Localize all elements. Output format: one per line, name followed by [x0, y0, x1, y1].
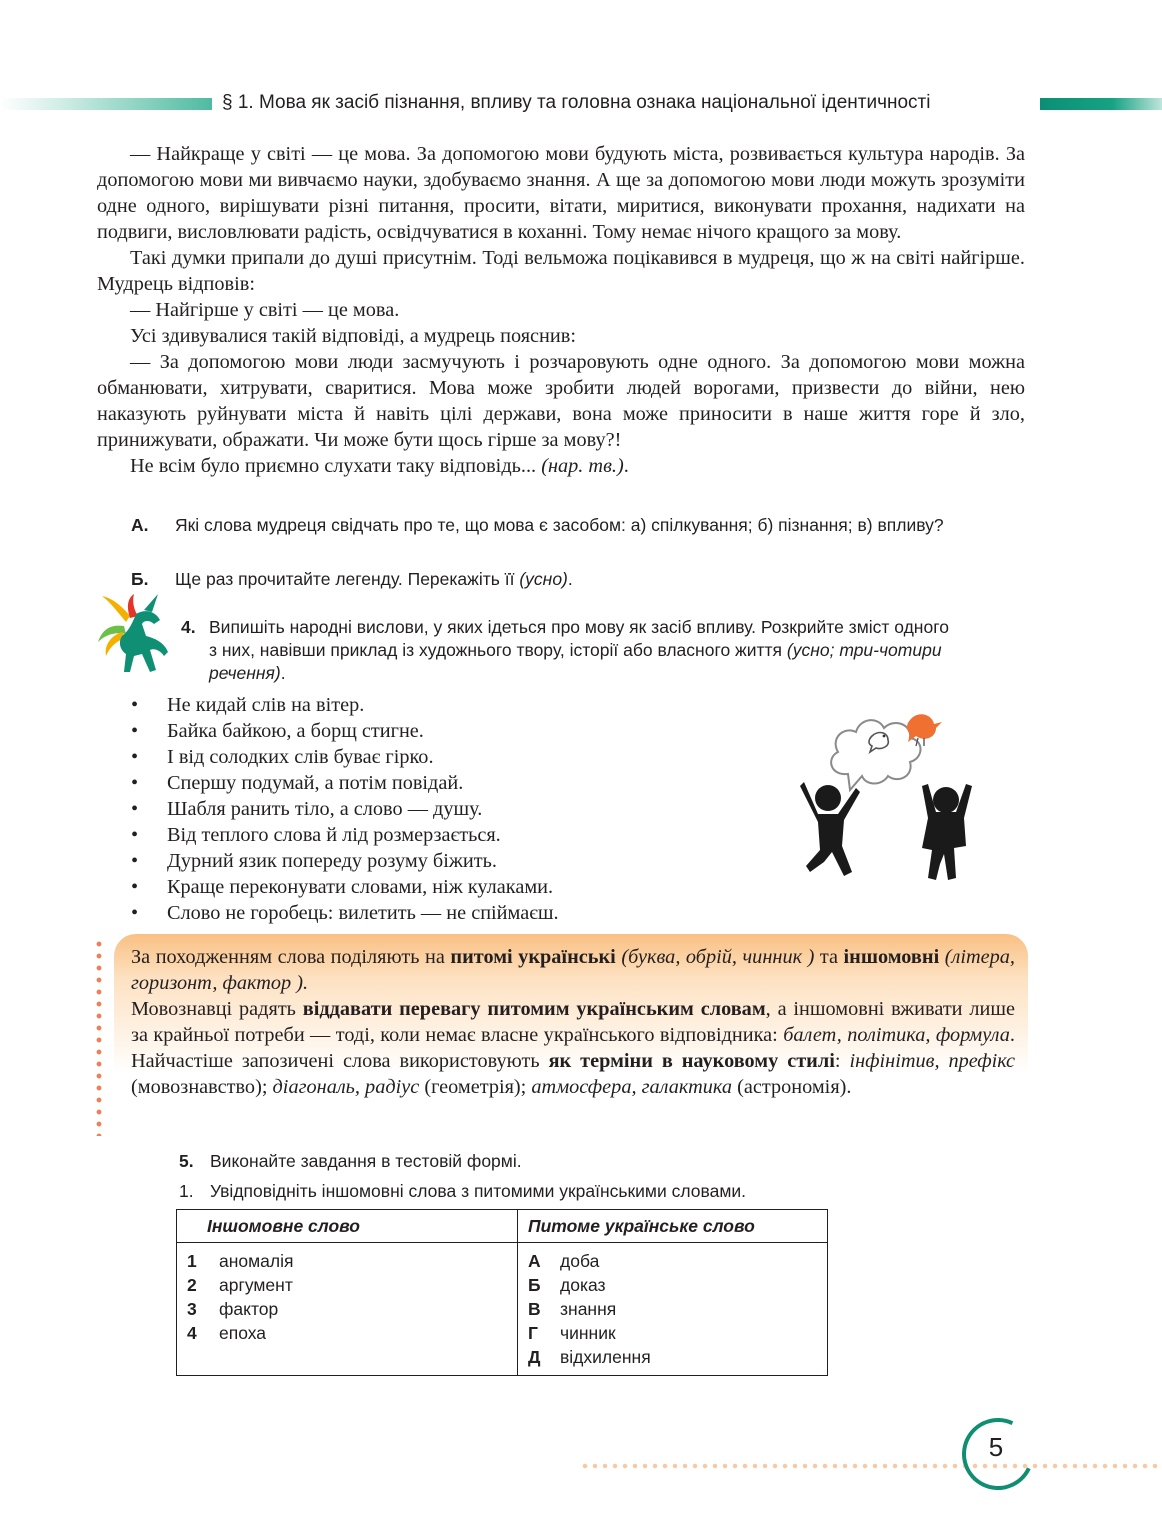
item-number: 4	[187, 1323, 197, 1343]
table-row	[187, 1321, 507, 1345]
task-b-italic: (усно)	[519, 569, 568, 589]
table-row	[528, 1273, 817, 1297]
matching-table	[176, 1209, 828, 1376]
note-example: інфінітив, префікс	[849, 1050, 1015, 1072]
table-row	[528, 1345, 817, 1369]
task-5-text: Виконайте завдання в тестовій формі.	[210, 1151, 522, 1171]
note-paragraph	[131, 944, 1015, 996]
task-a-label: А.	[131, 515, 149, 535]
list-item: • Дурний язик попереду розуму біжить.	[131, 848, 559, 874]
punctuation: .	[567, 569, 573, 589]
task-a-text: Які слова мудреця свідчать про те, що мова є засобом: а) спілкування; б) пізнання; в) впливу?	[175, 515, 944, 535]
table-row	[528, 1249, 817, 1273]
legend-paragraph: — За допомогою мови люди засмучують і розчаровують одне одного. За допомогою мови можна обманювати, хитрувати, сваритися. Мова може зробити людей ворогами, призвести до війни, нею наказують руйнувати міста й навіть цілі держави, вона може приносити в наше життя горе й зло, принижувати, ображати. Чи може бути щось гірше за мову?!	[97, 351, 1025, 451]
task-4-main: Випишіть народні вислови, у яких ідеться про мову як засіб впливу. Розкрийте зміст одного з них, навівши приклад із художнього твору, історії або власного життя	[209, 617, 949, 660]
header-bar-right	[1040, 98, 1162, 110]
unicorn-icon	[96, 592, 176, 678]
note-text: та	[819, 946, 839, 968]
item-number: 1	[187, 1251, 197, 1271]
list-item: • Краще переконувати словами, ніж кулаками.	[131, 874, 559, 900]
item-letter: Г	[528, 1323, 538, 1343]
task-4-text	[209, 616, 961, 685]
task-5-sub-text: Увідповідніть іншомовні слова з питомими українськими словами.	[210, 1181, 746, 1201]
legend-paragraph: Усі здивувалися такій відповіді, а мудрець пояснив:	[130, 325, 576, 347]
item-number: 3	[187, 1299, 197, 1319]
table-row	[187, 1273, 507, 1297]
legend-paragraph: Такі думки припали до душі присутнім. Тоді вельможа поцікавився в мудреця, що ж на світі найгірше. Мудрець відповів:	[97, 247, 1025, 295]
punctuation: .	[623, 455, 629, 477]
note-paragraph	[131, 996, 1015, 1100]
note-term: іншомовні	[843, 946, 940, 968]
legend-text	[97, 141, 1025, 479]
task-5-sub-label: 1.	[179, 1181, 194, 1201]
item-letter: Д	[528, 1347, 541, 1367]
list-item: • Шабля ранить тіло, а слово — душу.	[131, 796, 559, 822]
item-letter: Б	[528, 1275, 541, 1295]
proverbs-list	[131, 692, 559, 926]
item-word: відхилення	[560, 1347, 651, 1367]
note-text: :	[834, 1050, 841, 1072]
note-text: , а іншомовні вживати лише за крайньої потреби — тоді, коли немає власне українського відповідника:	[131, 998, 1015, 1046]
table-row	[187, 1297, 507, 1321]
list-item: • Не кидай слів на вітер.	[131, 692, 559, 718]
note-text: За походженням слова поділяють на	[131, 946, 445, 968]
task-4-label: 4.	[181, 617, 196, 637]
task-5-label: 5.	[179, 1151, 194, 1171]
note-text: . Найчастіше запозичені слова використовують	[131, 1024, 1015, 1072]
item-word: доба	[560, 1251, 600, 1271]
people-talking-illustration	[790, 686, 980, 896]
item-number: 2	[187, 1275, 197, 1295]
item-word: знання	[560, 1299, 617, 1319]
item-word: доказ	[560, 1275, 606, 1295]
note-example: (буква, обрій, чинник )	[621, 946, 815, 968]
item-word: чинник	[560, 1323, 616, 1343]
list-item: • І від солодких слів буває гірко.	[131, 744, 559, 770]
legend-paragraph: — Найкраще у світі — це мова. За допомогою мови будують міста, розвивається культура народів. За допомогою мови ми вивчаємо науки, здобуваємо знання. А ще за допомогою мови люди можуть зрозуміти одне одного, вирішувати різні питання, просити, вітати, миритися, виконувати прохання, надихати на подвиги, висловлювати радість, освідчуватися в коханні. Тому немає нічого кращого за мову.	[97, 143, 1025, 243]
table-cell	[177, 1243, 518, 1376]
note-example: атмосфера, галактика	[531, 1076, 733, 1098]
column-header: Питоме українське слово	[518, 1210, 828, 1243]
table-row	[528, 1321, 817, 1345]
item-word: аномалія	[219, 1251, 294, 1271]
list-item: • Слово не горобець: вилетить — не спіймаєш.	[131, 900, 559, 926]
note-example: діагональ, радіус	[272, 1076, 420, 1098]
task-b-main: Ще раз прочитайте легенду. Перекажіть її	[175, 569, 515, 589]
note-text: (астрономія).	[737, 1076, 852, 1098]
task-5	[179, 1150, 999, 1173]
dotted-border	[96, 938, 102, 1136]
item-word: епоха	[219, 1323, 267, 1343]
note-term: питомі українські	[450, 946, 616, 968]
table-row	[187, 1249, 507, 1273]
task-a	[131, 514, 951, 537]
task-b-text	[175, 568, 951, 591]
list-item: • Байка байкою, а борщ стигне.	[131, 718, 559, 744]
item-word: фактор	[219, 1299, 279, 1319]
note-term: як терміни в науковому стилі	[548, 1050, 835, 1072]
item-letter: В	[528, 1299, 541, 1319]
note-text: (мовознавство);	[131, 1076, 268, 1098]
task-b-label: Б.	[131, 569, 149, 589]
punctuation: .	[280, 663, 286, 683]
task-4	[181, 616, 961, 685]
table-row	[528, 1297, 817, 1321]
legend-paragraph	[97, 453, 1025, 479]
note-box-text	[131, 944, 1015, 1100]
legend-paragraph: — Найгірше у світі — це мова.	[130, 299, 400, 321]
header-bar-left	[0, 98, 212, 110]
note-term: віддавати перевагу питомим українським словам	[302, 998, 766, 1020]
note-example: балет, політика, формула	[783, 1024, 1010, 1046]
item-letter: А	[528, 1251, 541, 1271]
column-header: Іншомовне слово	[177, 1210, 518, 1243]
source-note: (нар. тв.)	[541, 455, 624, 477]
list-item: • Спершу подумай, а потім повідай.	[131, 770, 559, 796]
item-word: аргумент	[219, 1275, 293, 1295]
footer-dotted-line	[580, 1463, 1162, 1469]
legend-ending: Не всім було приємно слухати таку відповідь...	[130, 455, 537, 477]
table-cell	[518, 1243, 828, 1376]
task-b	[131, 568, 951, 591]
note-example: (літера, горизонт, фактор ).	[131, 946, 1015, 994]
list-item: • Від теплого слова й лід розмерзається.	[131, 822, 559, 848]
task-4-italic: (усно; три-чотири речення)	[209, 640, 942, 683]
section-title: § 1. Мова як засіб пізнання, впливу та головна ознака національної ідентичності	[222, 92, 931, 113]
page-number: 5	[988, 1432, 1004, 1462]
note-text: Мовознавці радять	[131, 998, 296, 1020]
task-5-sub	[179, 1180, 999, 1203]
note-text: (геометрія);	[424, 1076, 527, 1098]
